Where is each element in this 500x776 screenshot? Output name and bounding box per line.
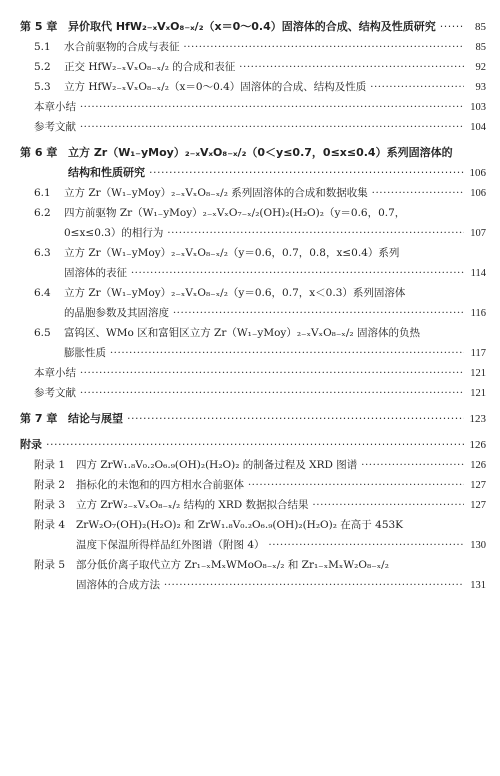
toc-entry-5-2[interactable] <box>20 61 486 74</box>
references-title: 参考文献 ····· <box>34 387 464 400</box>
page-number: 130 <box>470 540 486 551</box>
toc-entry-6-3-cont[interactable] <box>20 267 486 280</box>
toc-entry-chapter-5[interactable] <box>20 20 486 34</box>
chapter-number: 第 5 章 <box>20 20 58 33</box>
chapter-number: 第 7 章 <box>20 412 58 425</box>
section-number: 6.4 <box>34 287 51 299</box>
page-number: 131 <box>470 580 486 591</box>
section-title: 立方 Zr（W₁₋yMoy）₂₋ₓVₓO₈₋ₓ/₂（y＝0.6，0.7，0.8，x≤0.4）系列 <box>64 247 400 259</box>
section-title: 四方前驱物 Zr（W₁₋yMoy）₂₋ₓVₓO₇₋ₓ/₂(OH)₂(H₂O)₂（y＝0.6，0.7， <box>64 207 406 219</box>
appendix-number: 附录 4 <box>34 519 66 531</box>
chapter-title-line-2: 结构和性质研究 ····· <box>68 166 464 179</box>
toc-entry-6-1[interactable] <box>20 187 486 200</box>
page-number: 93 <box>475 82 486 93</box>
appendix-item-title: 部分低价离子取代立方 Zr₁₋ₓMₓWMoO₈₋ₓ/₂ 和 Zr₁₋ₓMₓW₂O₈₋ₓ/₂ <box>76 559 389 571</box>
section-number: 5.2 <box>34 61 51 73</box>
chapter-number: 第 6 章 <box>20 146 58 159</box>
appendix-item-title: 立方 ZrW₂₋ₓVₓO₈₋ₓ/₂ 结构的 XRD 数据拟合结果 ····· <box>76 499 464 512</box>
toc-entry-6-references[interactable] <box>20 387 486 400</box>
summary-title: 本章小结 ····· <box>34 367 464 380</box>
toc-entry-6-4-cont[interactable] <box>20 307 486 320</box>
page-number: 103 <box>470 102 486 113</box>
appendix-item-title-cont: 固溶体的合成方法 ····· <box>76 579 464 592</box>
section-title: 立方 Zr（W₁₋yMoy）₂₋ₓVₓO₈₋ₓ/₂ 系列固溶体的合成和数据收集 ····· <box>64 187 464 200</box>
page-number: 106 <box>470 188 486 199</box>
appendix-item-title-cont: 温度下保温所得样品红外图谱（附图 4） ····· <box>76 539 464 552</box>
appendix-number: 附录 2 <box>34 479 66 491</box>
page-number: 127 <box>470 500 486 511</box>
toc-entry-appendix-4[interactable] <box>20 519 486 532</box>
section-title: 富钨区、WMo 区和富钼区立方 Zr（W₁₋yMoy）₂₋ₓVₓO₈₋ₓ/₂ 固溶体的负热 <box>64 327 420 339</box>
section-title: 立方 HfW₂₋ₓVₓO₈₋ₓ/₂（x＝0～0.4）固溶体的合成、结构及性质 ····· <box>64 81 464 94</box>
section-number: 5.3 <box>34 81 51 93</box>
page-number: 121 <box>470 388 486 399</box>
toc-entry-appendix[interactable] <box>20 438 486 452</box>
page-number: 85 <box>475 42 486 53</box>
page-number: 106 <box>469 167 486 179</box>
section-number: 6.3 <box>34 247 51 259</box>
toc-entry-chapter-7[interactable] <box>20 412 486 426</box>
references-title: 参考文献 ····· <box>34 121 464 134</box>
appendix-item-title: ZrW₂O₇(OH)₂(H₂O)₂ 和 ZrW₁.₈V₀.₂O₆.₉(OH)₂(H₂O)₂ 在高于 453K <box>76 519 404 531</box>
page-number: 85 <box>475 21 486 33</box>
section-title-cont: 的晶胞参数及其固溶度 ····· <box>64 307 464 320</box>
section-number: 6.5 <box>34 327 51 339</box>
toc-entry-6-3[interactable] <box>20 247 486 260</box>
section-title-cont: 膨胀性质 ····· <box>64 347 464 360</box>
page-number: 126 <box>470 460 486 471</box>
section-title: 立方 Zr（W₁₋yMoy）₂₋ₓVₓO₈₋ₓ/₂（y＝0.6，0.7，x＜0.3）系列固溶体 <box>64 287 406 299</box>
toc-entry-6-summary[interactable] <box>20 367 486 380</box>
toc-entry-5-references[interactable] <box>20 121 486 134</box>
toc-entry-appendix-5-cont[interactable] <box>20 579 486 592</box>
page-number: 114 <box>470 268 486 279</box>
page-number: 123 <box>469 413 486 425</box>
chapter-title: 异价取代 HfW₂₋ₓVₓO₈₋ₓ/₂（x＝0～0.4）固溶体的合成、结构及性质研究 ····· <box>68 20 464 33</box>
chapter-title: 结论与展望 ····· <box>68 412 464 425</box>
toc-entry-6-5-cont[interactable] <box>20 347 486 360</box>
page-number: 117 <box>470 348 486 359</box>
appendix-number: 附录 3 <box>34 499 66 511</box>
page-number: 107 <box>470 228 486 239</box>
page-number: 127 <box>470 480 486 491</box>
toc-entry-5-summary[interactable] <box>20 101 486 114</box>
appendix-item-title: 指标化的未饱和的四方相水合前驱体 ····· <box>76 479 464 492</box>
toc-entry-chapter-6[interactable] <box>20 146 486 159</box>
toc-entry-6-4[interactable] <box>20 287 486 300</box>
toc-entry-6-5[interactable] <box>20 327 486 340</box>
page-number: 92 <box>475 62 486 73</box>
section-number: 6.1 <box>34 187 51 199</box>
toc-entry-5-3[interactable] <box>20 81 486 94</box>
page-number: 116 <box>470 308 486 319</box>
chapter-title-line-1: 立方 Zr（W₁₋yMoy）₂₋ₓVₓO₈₋ₓ/₂（0＜y≤0.7，0≤x≤0.4）系列固溶体的 <box>68 146 453 159</box>
section-title: 正交 HfW₂₋ₓVₓO₈₋ₓ/₂ 的合成和表征 ····· <box>64 61 464 74</box>
toc-entry-6-2-cont[interactable] <box>20 227 486 240</box>
section-title-cont: 固溶体的表征 ····· <box>64 267 464 280</box>
appendix-number: 附录 5 <box>34 559 66 571</box>
table-of-contents <box>20 20 486 592</box>
appendix-number: 附录 1 <box>34 459 66 471</box>
summary-title: 本章小结 ····· <box>34 101 464 114</box>
toc-entry-5-1[interactable] <box>20 41 486 54</box>
page-number: 121 <box>470 368 486 379</box>
section-title: 水合前驱物的合成与表征 ····· <box>64 41 464 54</box>
section-number: 6.2 <box>34 207 51 219</box>
section-title-cont: 0≤x≤0.3）的相行为 ····· <box>64 227 464 240</box>
toc-entry-6-2[interactable] <box>20 207 486 220</box>
appendix-title: 附录 ····· <box>20 438 464 451</box>
toc-entry-appendix-2[interactable] <box>20 479 486 492</box>
page-number: 126 <box>469 439 486 451</box>
toc-entry-appendix-1[interactable] <box>20 459 486 472</box>
section-number: 5.1 <box>34 41 51 53</box>
toc-entry-appendix-5[interactable] <box>20 559 486 572</box>
appendix-item-title: 四方 ZrW₁.₈V₀.₂O₆.₉(OH)₂(H₂O)₂ 的制备过程及 XRD 图谱 ····· <box>76 459 464 472</box>
toc-entry-appendix-4-cont[interactable] <box>20 539 486 552</box>
page-number: 104 <box>470 122 486 133</box>
toc-entry-appendix-3[interactable] <box>20 499 486 512</box>
toc-entry-chapter-6-cont[interactable] <box>20 166 486 180</box>
